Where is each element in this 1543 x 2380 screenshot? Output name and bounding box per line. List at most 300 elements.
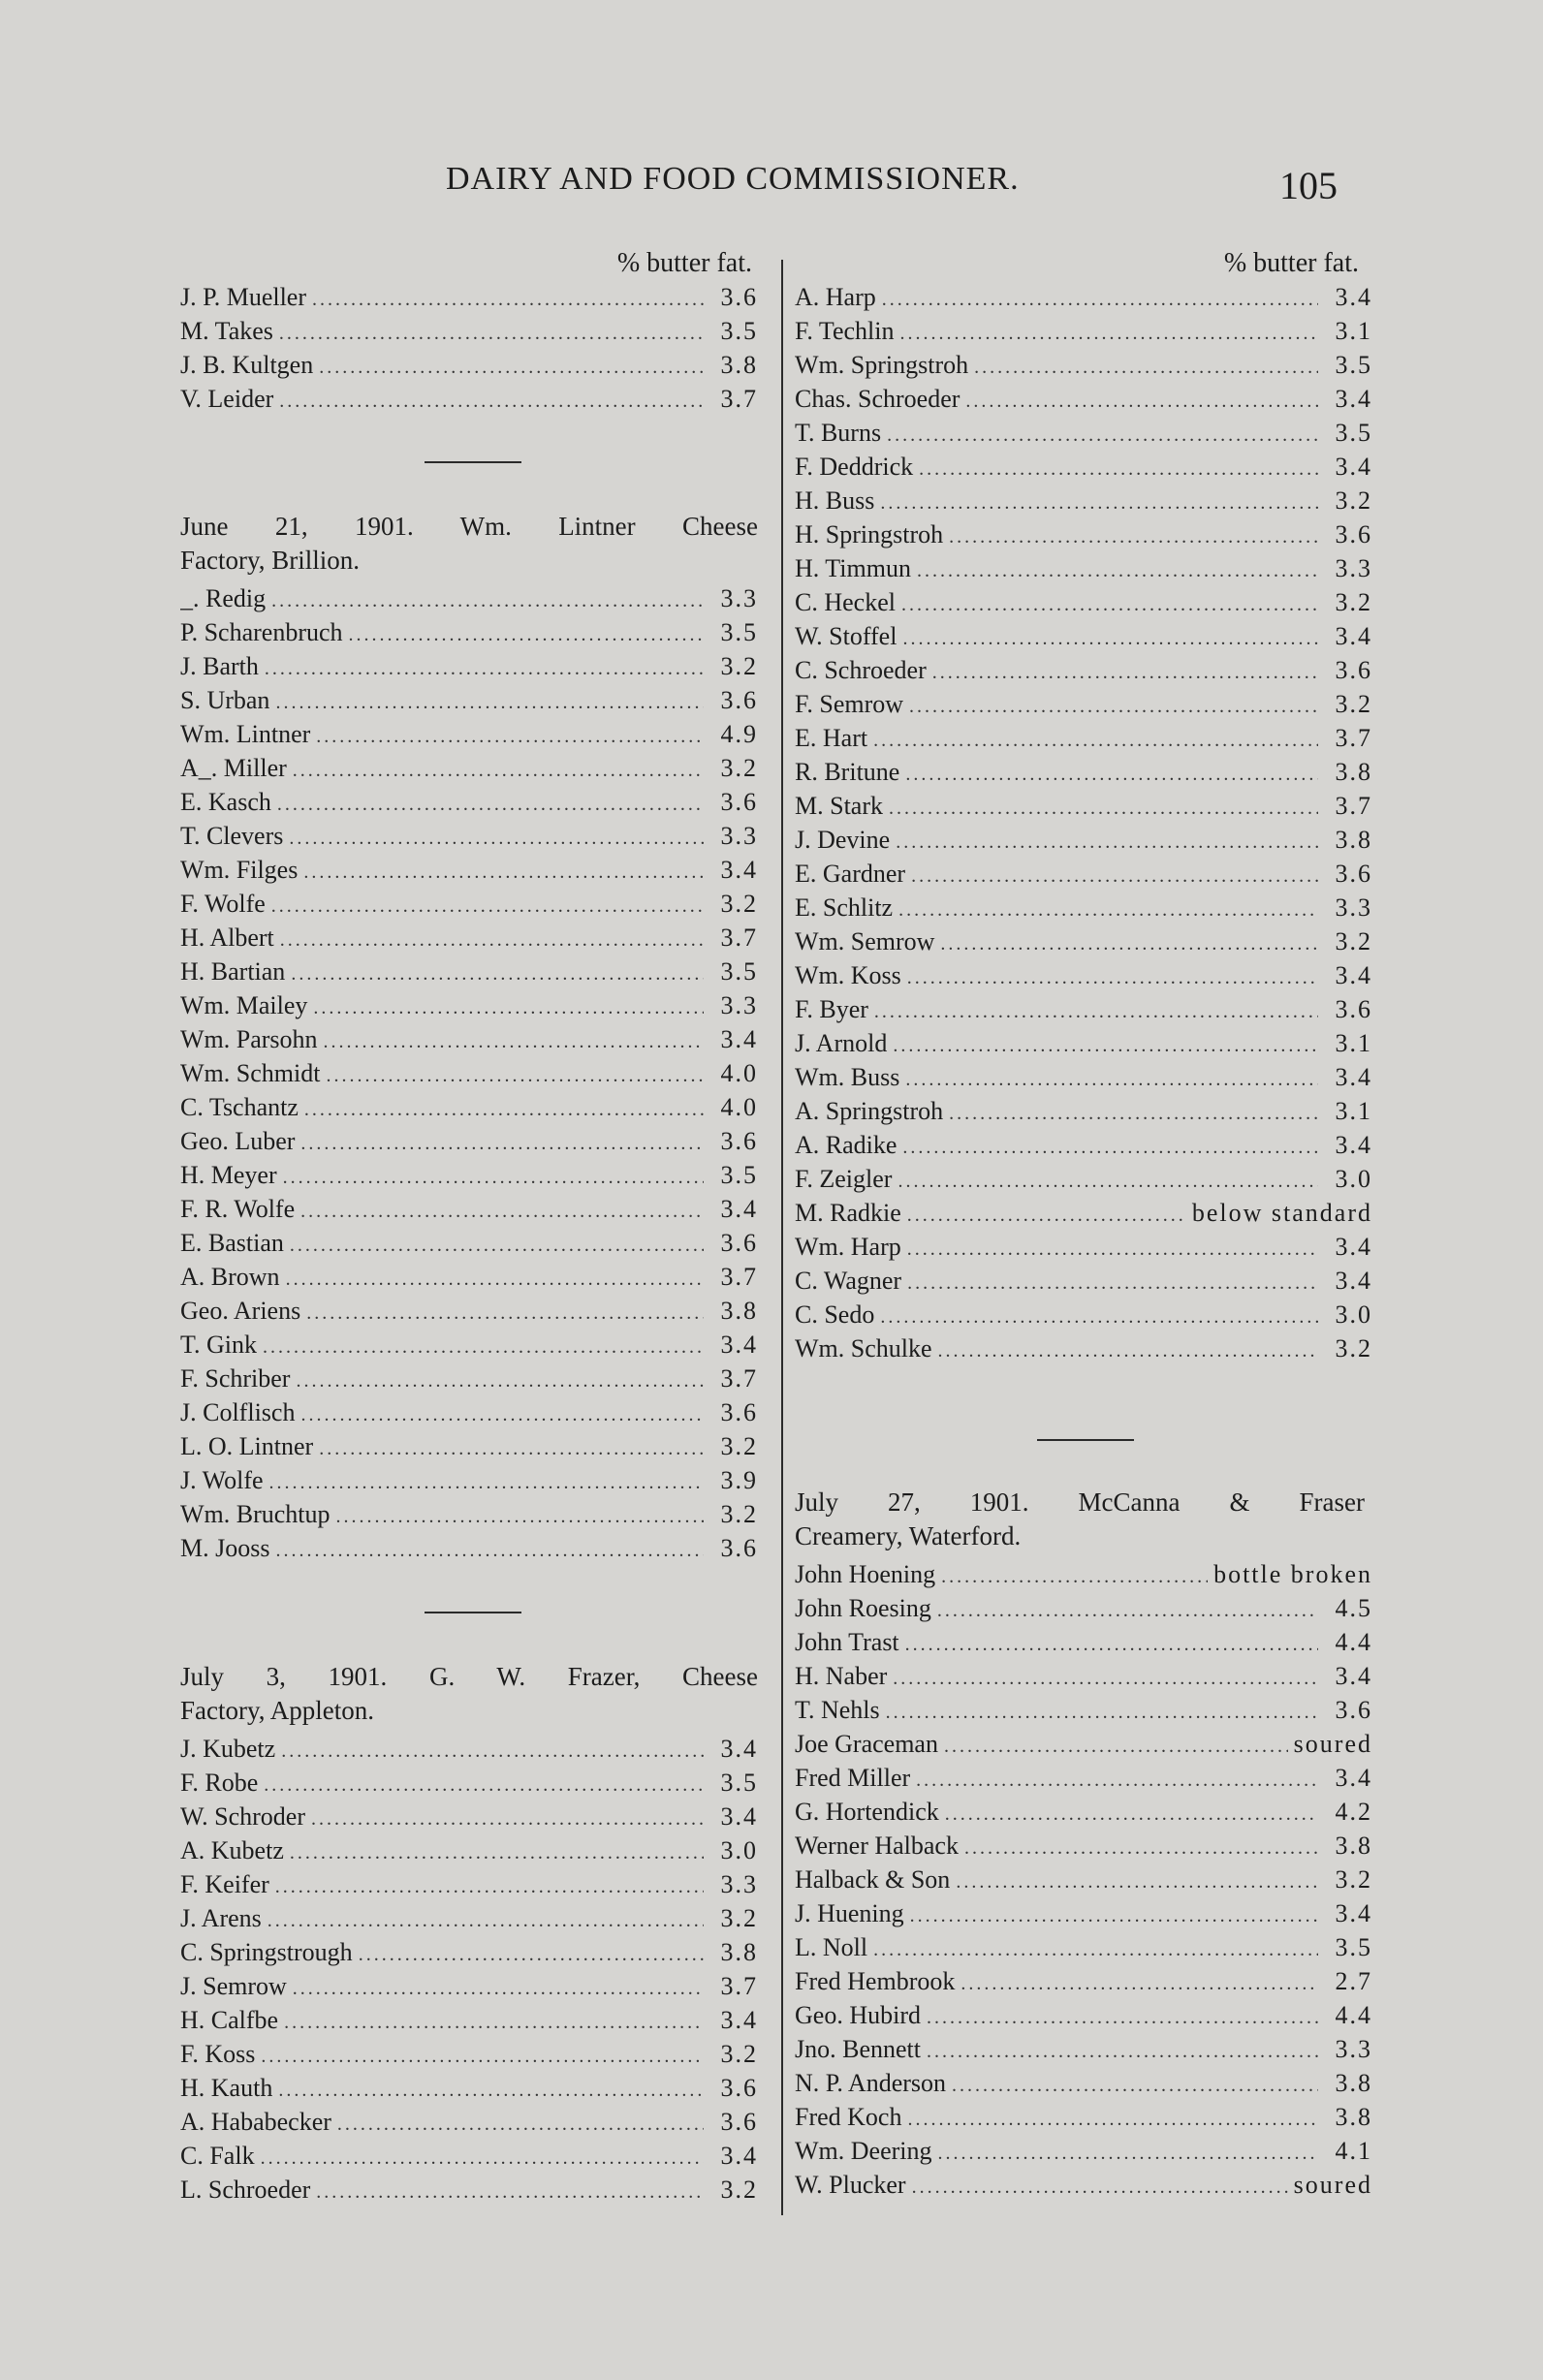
dot-leader — [300, 1195, 704, 1226]
patron-name: A. Kubetz — [180, 1836, 284, 1864]
list-item — [795, 382, 1378, 416]
patron-name: M. Jooss — [180, 1534, 270, 1562]
patron-name: T. Gink — [180, 1331, 257, 1359]
list-item — [180, 1260, 772, 1294]
butter-fat-value: 3.7 — [720, 385, 758, 413]
butter-fat-value: 4.1 — [1335, 2137, 1372, 2165]
list-item — [180, 1124, 772, 1158]
section-heading-lintner — [180, 510, 772, 578]
dot-leader — [319, 1432, 704, 1463]
butter-fat-value: 3.8 — [720, 1297, 758, 1325]
patron-name: L. Schroeder — [180, 2176, 311, 2204]
list-item — [795, 1162, 1378, 1196]
patron-name: C. Wagner — [795, 1267, 902, 1295]
butter-fat-value: 3.3 — [720, 991, 758, 1019]
patron-name: F. Schriber — [180, 1364, 291, 1393]
list-item — [795, 891, 1378, 924]
patron-name: H. Kauth — [180, 2074, 273, 2102]
patron-name: Wm. Deering — [795, 2137, 932, 2165]
list-item — [795, 585, 1378, 619]
butter-fat-value: 4.9 — [720, 720, 758, 748]
dot-leader — [304, 1093, 704, 1124]
butter-fat-value: soured — [1293, 2171, 1372, 2199]
butter-fat-value: 3.6 — [720, 1229, 758, 1257]
dot-leader — [293, 754, 704, 785]
butter-fat-value: 3.3 — [720, 822, 758, 850]
patron-name: F. Zeigler — [795, 1165, 893, 1193]
dot-leader — [303, 856, 704, 887]
butter-fat-value: 3.4 — [720, 1802, 758, 1831]
dot-leader — [269, 1466, 704, 1497]
butter-fat-value: 3.7 — [720, 924, 758, 952]
dot-leader — [286, 1263, 704, 1294]
list-item — [180, 1056, 772, 1090]
list-item — [795, 1298, 1378, 1331]
dot-leader — [300, 1127, 704, 1158]
patron-name: J. Semrow — [180, 1972, 287, 2000]
list-item — [180, 717, 772, 751]
butter-fat-value: 3.3 — [720, 584, 758, 612]
patron-name: W. Schroder — [180, 1802, 306, 1831]
list-item — [180, 1969, 772, 2003]
butter-fat-value: 3.4 — [720, 1331, 758, 1359]
list-item — [795, 2066, 1378, 2100]
patron-name: John Roesing — [795, 1594, 931, 1622]
patron-name: Fred Koch — [795, 2103, 902, 2131]
patron-name: G. Hortendick — [795, 1798, 939, 1826]
patron-name: John Trast — [795, 1628, 899, 1656]
list-item — [795, 1264, 1378, 1298]
list-item — [795, 1625, 1378, 1659]
butter-fat-value: 3.0 — [720, 1836, 758, 1864]
patron-name: S. Urban — [180, 686, 270, 714]
dot-leader — [264, 1769, 704, 1800]
butter-fat-value: 3.2 — [720, 754, 758, 782]
patron-name: N. P. Anderson — [795, 2069, 947, 2097]
dot-leader — [268, 1904, 704, 1935]
patron-name: Wm. Semrow — [795, 927, 935, 955]
patron-name: A_. Miller — [180, 754, 287, 782]
section-heading-line: July 3, 1901. G. W. Frazer, Cheese — [180, 1662, 758, 1691]
butter-fat-value: 3.4 — [1335, 1662, 1372, 1690]
list-item — [180, 1294, 772, 1328]
list-item — [180, 1901, 772, 1935]
butter-fat-value: 3.8 — [1335, 2069, 1372, 2097]
list-item — [795, 1727, 1378, 1761]
dot-leader — [316, 2176, 704, 2207]
list-item — [180, 615, 772, 649]
list-item — [180, 348, 772, 382]
butter-fat-value: 3.5 — [720, 1769, 758, 1797]
dot-leader — [949, 1097, 1318, 1128]
butter-fat-value: below standard — [1191, 1199, 1372, 1227]
list-item — [180, 1800, 772, 1833]
dot-leader — [938, 2137, 1318, 2168]
dot-leader — [911, 860, 1318, 891]
dot-leader — [261, 2142, 704, 2173]
section-heading-line: Factory, Brillion. — [180, 546, 360, 575]
dot-leader — [880, 486, 1318, 517]
butter-fat-value: 3.6 — [720, 1534, 758, 1562]
list-item — [795, 348, 1378, 382]
patron-name: Geo. Hubird — [795, 2001, 921, 2029]
dot-leader — [275, 1870, 704, 1901]
list-item — [795, 1829, 1378, 1863]
list-item — [795, 1693, 1378, 1727]
dot-leader — [941, 1560, 1208, 1591]
patron-name: A. Brown — [180, 1263, 280, 1291]
butter-fat-value: 3.5 — [720, 1161, 758, 1189]
butter-fat-value: 3.9 — [720, 1466, 758, 1494]
dot-leader — [882, 283, 1318, 314]
list-item — [180, 1463, 772, 1497]
butter-fat-value: 3.3 — [1335, 893, 1372, 922]
patron-name: E. Schlitz — [795, 893, 894, 922]
dot-leader — [896, 826, 1318, 857]
list-item — [795, 280, 1378, 314]
butter-fat-value: 3.5 — [1335, 1933, 1372, 1961]
dot-leader — [289, 822, 704, 853]
butter-fat-value: 3.8 — [720, 351, 758, 379]
dot-leader — [960, 1967, 1318, 1998]
dot-leader — [965, 385, 1318, 416]
butter-fat-value: 3.2 — [720, 1904, 758, 1932]
dot-leader — [907, 1267, 1318, 1298]
list-item — [795, 2168, 1378, 2202]
butter-fat-value: 3.6 — [720, 2108, 758, 2136]
patron-name: R. Britune — [795, 758, 900, 786]
dot-leader — [326, 1059, 704, 1090]
dot-leader — [316, 720, 704, 751]
patron-name: J. Arens — [180, 1904, 262, 1932]
patron-name: A. Hababecker — [180, 2108, 331, 2136]
dot-leader — [313, 991, 704, 1022]
list-item — [180, 1158, 772, 1192]
list-item — [180, 649, 772, 683]
butter-fat-value: 4.4 — [1335, 1628, 1372, 1656]
list-item — [795, 1795, 1378, 1829]
dot-leader — [336, 1500, 704, 1531]
patron-name: Geo. Ariens — [180, 1297, 301, 1325]
dot-leader — [907, 961, 1318, 992]
dot-leader — [261, 2040, 704, 2071]
list-item — [180, 2173, 772, 2207]
dot-leader — [974, 351, 1318, 382]
butter-fat-value: 3.6 — [1335, 860, 1372, 888]
dot-leader — [905, 1628, 1318, 1659]
dot-leader — [359, 1938, 704, 1969]
dot-leader — [263, 1331, 704, 1362]
patron-name: M. Radkie — [795, 1199, 901, 1227]
dot-leader — [905, 1063, 1318, 1094]
patron-name: H. Timmun — [795, 554, 911, 582]
dot-leader — [265, 652, 704, 683]
patron-name: J. Barth — [180, 652, 259, 680]
butter-fat-value: 3.0 — [1335, 1300, 1372, 1329]
butter-fat-value: 3.2 — [720, 890, 758, 918]
section-heading-line: Creamery, Waterford. — [795, 1521, 1022, 1550]
list-item — [180, 683, 772, 717]
dot-leader — [281, 1735, 704, 1766]
right-column-header: % butter fat. — [1223, 248, 1359, 278]
dot-leader — [290, 1836, 704, 1867]
dot-leader — [284, 2006, 704, 2037]
dot-leader — [275, 686, 704, 717]
dot-leader — [927, 2001, 1318, 2032]
list-item — [180, 314, 772, 348]
page-header — [0, 155, 1543, 213]
dot-leader — [919, 453, 1318, 484]
dot-leader — [278, 2074, 704, 2105]
right-column — [795, 247, 1378, 2202]
patron-name: H. Springstroh — [795, 520, 944, 548]
dot-leader — [277, 788, 704, 819]
lintner-list — [180, 581, 772, 1565]
dot-leader — [902, 1131, 1318, 1162]
dot-leader — [319, 351, 704, 382]
list-item — [180, 1497, 772, 1531]
list-item — [180, 1867, 772, 1901]
dot-leader — [945, 1798, 1318, 1829]
patron-name: F. Semrow — [795, 690, 904, 718]
butter-fat-value: 3.4 — [1335, 385, 1372, 413]
butter-fat-value: 3.6 — [720, 788, 758, 816]
patron-name: H. Buss — [795, 486, 875, 515]
list-item — [795, 1060, 1378, 1094]
butter-fat-value: 4.4 — [1335, 2001, 1372, 2029]
butter-fat-value: 3.4 — [720, 1735, 758, 1763]
butter-fat-value: 3.8 — [1335, 1832, 1372, 1860]
butter-fat-value: 3.4 — [1335, 961, 1372, 989]
list-item — [795, 1863, 1378, 1896]
butter-fat-value: 3.2 — [1335, 690, 1372, 718]
patron-name: F. Robe — [180, 1769, 259, 1797]
patron-name: E. Kasch — [180, 788, 271, 816]
list-item — [795, 314, 1378, 348]
patron-name: H. Bartian — [180, 957, 286, 986]
dot-leader — [952, 2069, 1318, 2100]
patron-name: T. Burns — [795, 419, 882, 447]
dot-leader — [283, 1161, 704, 1192]
patron-name: F. Techlin — [795, 317, 895, 345]
dot-leader — [916, 1764, 1318, 1795]
dot-leader — [279, 317, 704, 348]
butter-fat-value: 3.6 — [1335, 520, 1372, 548]
list-item — [795, 2100, 1378, 2134]
list-item — [180, 1362, 772, 1395]
patron-name: C. Tschantz — [180, 1093, 299, 1121]
patron-name: Wm. Lintner — [180, 720, 311, 748]
list-item — [180, 1935, 772, 1969]
butter-fat-value: 3.0 — [1335, 1165, 1372, 1193]
butter-fat-value: 3.2 — [720, 1432, 758, 1460]
list-item — [795, 1128, 1378, 1162]
butter-fat-value: 4.5 — [1335, 1594, 1372, 1622]
list-item — [795, 1930, 1378, 1964]
dot-leader — [893, 1662, 1318, 1693]
dot-leader — [291, 957, 704, 988]
patron-name: _. Redig — [180, 584, 267, 612]
list-item — [795, 1964, 1378, 1998]
patron-name: Halback & Son — [795, 1865, 951, 1894]
patron-name: J. Wolfe — [180, 1466, 264, 1494]
butter-fat-value: 3.4 — [1335, 1131, 1372, 1159]
butter-fat-value: 3.4 — [1335, 1267, 1372, 1295]
patron-name: J. B. Kultgen — [180, 351, 314, 379]
patron-name: Fred Miller — [795, 1764, 911, 1792]
butter-fat-value: 3.7 — [720, 1263, 758, 1291]
dot-leader — [275, 1534, 704, 1565]
dot-leader — [887, 419, 1318, 450]
butter-fat-value: 3.5 — [1335, 419, 1372, 447]
list-item — [180, 988, 772, 1022]
dot-leader — [279, 385, 704, 416]
butter-fat-value: 3.2 — [1335, 486, 1372, 515]
dot-leader — [874, 995, 1318, 1026]
butter-fat-value: 3.7 — [1335, 724, 1372, 752]
butter-fat-value: 3.2 — [1335, 1334, 1372, 1362]
list-item — [180, 819, 772, 853]
dot-leader — [312, 283, 704, 314]
list-item — [180, 1090, 772, 1124]
patron-name: Wm. Parsohn — [180, 1025, 318, 1053]
butter-fat-value: 3.2 — [1335, 588, 1372, 616]
list-item — [795, 1557, 1378, 1591]
list-item — [180, 2037, 772, 2071]
patron-name: A. Harp — [795, 283, 876, 311]
list-item — [180, 2139, 772, 2173]
dot-leader — [902, 622, 1318, 653]
butter-fat-value: soured — [1293, 1730, 1372, 1758]
butter-fat-value: 3.3 — [1335, 2035, 1372, 2063]
butter-fat-value: 3.6 — [720, 1398, 758, 1426]
dot-leader — [290, 1229, 704, 1260]
butter-fat-value: 3.2 — [720, 2176, 758, 2204]
butter-fat-value: 3.6 — [720, 1127, 758, 1155]
patron-name: M. Takes — [180, 317, 273, 345]
list-item — [180, 1531, 772, 1565]
section-heading-line: July 27, 1901. McCanna & Fraser — [795, 1488, 1365, 1517]
patron-name: H. Albert — [180, 924, 274, 952]
patron-name: John Hoening — [795, 1560, 936, 1588]
list-item — [180, 581, 772, 615]
patron-name: Wm. Koss — [795, 961, 901, 989]
butter-fat-value: 3.4 — [1335, 283, 1372, 311]
dot-leader — [956, 1865, 1318, 1896]
butter-fat-value: 3.1 — [1335, 317, 1372, 345]
list-item — [180, 955, 772, 988]
patron-name: J. Colflisch — [180, 1398, 296, 1426]
dot-leader — [889, 792, 1318, 823]
butter-fat-value: 3.2 — [720, 2040, 758, 2068]
patron-name: A. Radike — [795, 1131, 897, 1159]
butter-fat-value: 3.1 — [1335, 1029, 1372, 1057]
list-item — [795, 755, 1378, 789]
dot-leader — [271, 584, 704, 615]
dot-leader — [907, 2103, 1318, 2134]
list-item — [180, 2105, 772, 2139]
list-item — [180, 2003, 772, 2037]
list-item — [180, 785, 772, 819]
butter-fat-value: 3.7 — [1335, 792, 1372, 820]
patron-name: H. Meyer — [180, 1161, 277, 1189]
patron-name: F. Koss — [180, 2040, 256, 2068]
butter-fat-value: 3.6 — [720, 2074, 758, 2102]
patron-name: J. Arnold — [795, 1029, 888, 1057]
butter-fat-value: 3.4 — [1335, 453, 1372, 481]
butter-fat-value: 4.0 — [720, 1093, 758, 1121]
butter-fat-value: 3.6 — [1335, 995, 1372, 1023]
dot-leader — [964, 1832, 1318, 1863]
list-item — [795, 517, 1378, 551]
patron-name: T. Clevers — [180, 822, 284, 850]
left-top-list — [180, 280, 772, 416]
butter-fat-value: 3.2 — [1335, 1865, 1372, 1894]
butter-fat-value: 3.6 — [1335, 656, 1372, 684]
patron-name: H. Naber — [795, 1662, 888, 1690]
patron-name: Geo. Luber — [180, 1127, 296, 1155]
dot-leader — [940, 927, 1318, 958]
patron-name: F. R. Wolfe — [180, 1195, 296, 1223]
column-divider — [781, 260, 783, 2215]
patron-name: F. Byer — [795, 995, 868, 1023]
butter-fat-value: 3.6 — [720, 283, 758, 311]
dot-leader — [300, 1398, 704, 1429]
dot-leader — [900, 317, 1318, 348]
patron-name: J. Huening — [795, 1899, 904, 1927]
butter-fat-value: 3.1 — [1335, 1097, 1372, 1125]
page-number: 105 — [1279, 164, 1338, 207]
butter-fat-value: 3.6 — [1335, 1696, 1372, 1724]
butter-fat-value: 3.4 — [1335, 1764, 1372, 1792]
list-item — [180, 1192, 772, 1226]
patron-name: Wm. Filges — [180, 856, 299, 884]
list-item — [795, 416, 1378, 450]
list-item — [795, 1094, 1378, 1128]
patron-name: C. Schroeder — [795, 656, 927, 684]
list-item — [180, 853, 772, 887]
dot-leader — [337, 2108, 704, 2139]
patron-name: F. Deddrick — [795, 453, 914, 481]
patron-name: C. Falk — [180, 2142, 255, 2170]
butter-fat-value: bottle broken — [1213, 1560, 1372, 1588]
list-item — [795, 958, 1378, 992]
butter-fat-value: 3.4 — [720, 2142, 758, 2170]
list-item — [180, 280, 772, 314]
list-item — [795, 484, 1378, 517]
list-item — [180, 921, 772, 955]
dot-leader — [893, 1029, 1318, 1060]
patron-name: E. Bastian — [180, 1229, 284, 1257]
butter-fat-value: 3.3 — [720, 1870, 758, 1898]
list-item — [795, 789, 1378, 823]
patron-name: J. Devine — [795, 826, 891, 854]
dot-leader — [324, 1025, 704, 1056]
dot-leader — [293, 1972, 704, 2003]
dot-leader — [280, 924, 704, 955]
butter-fat-value: 3.2 — [720, 1500, 758, 1528]
list-item — [180, 1732, 772, 1766]
running-title: DAIRY AND FOOD COMMISSIONER. — [446, 161, 1020, 197]
butter-fat-value: 3.5 — [1335, 351, 1372, 379]
dot-leader — [880, 1300, 1318, 1331]
section-heading-line: Factory, Appleton. — [180, 1696, 374, 1725]
list-item — [795, 1998, 1378, 2032]
dot-leader — [907, 1233, 1318, 1264]
butter-fat-value: 3.4 — [720, 1195, 758, 1223]
list-item — [180, 751, 772, 785]
patron-name: J. P. Mueller — [180, 283, 306, 311]
